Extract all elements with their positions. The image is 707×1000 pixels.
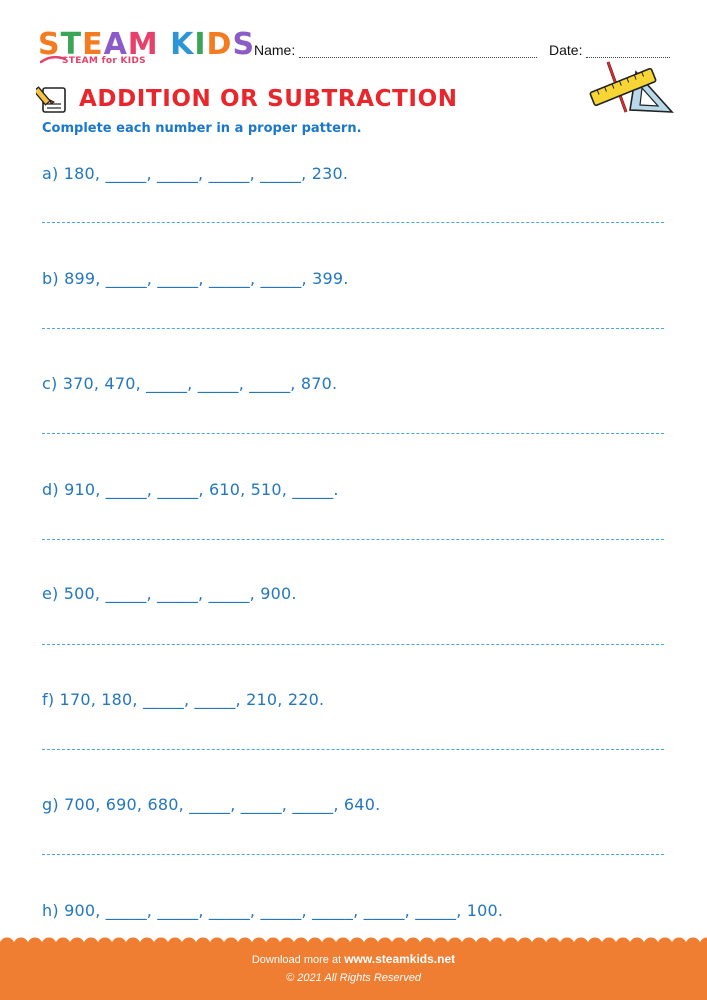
question-f: f) 170, 180, _____, _____, 210, 220. <box>42 690 325 709</box>
question-c: c) 370, 470, _____, _____, _____, 870. <box>42 374 338 393</box>
logo-letter <box>159 27 170 62</box>
logo-letter: E <box>82 27 104 62</box>
name-field[interactable] <box>254 42 537 58</box>
logo-letter: S <box>38 27 61 62</box>
worksheet-title: ADDITION OR SUBTRACTION <box>79 86 458 112</box>
answer-divider <box>42 644 664 645</box>
name-label: Name: <box>254 42 296 58</box>
logo-tagline: STEAM for KIDS <box>62 56 146 66</box>
logo-letter: T <box>60 27 83 62</box>
footer-download <box>0 952 707 966</box>
logo-letter: A <box>103 27 128 62</box>
date-line[interactable] <box>586 45 670 58</box>
answer-divider <box>42 539 664 540</box>
logo-letter: S <box>232 27 256 62</box>
date-label: Date: <box>549 42 583 58</box>
answer-divider <box>42 222 664 223</box>
logo-letter: M <box>127 27 159 62</box>
footer-download-label: Download more at <box>251 954 342 966</box>
footer-url-link[interactable]: www.steamkids.net <box>344 952 456 966</box>
instruction-text: Complete each number in a proper pattern. <box>42 121 362 136</box>
question-e: e) 500, _____, _____, _____, 900. <box>42 584 297 603</box>
answer-divider <box>42 433 664 434</box>
question-d: d) 910, _____, _____, 610, 510, _____. <box>42 480 339 499</box>
answer-divider <box>42 854 664 855</box>
question-a: a) 180, _____, _____, _____, _____, 230. <box>42 164 349 183</box>
ruler-triangle-icon <box>586 60 674 118</box>
name-line[interactable] <box>299 45 537 58</box>
answer-divider <box>42 328 664 329</box>
logo-letter: D <box>206 27 233 62</box>
pencil-paper-icon <box>36 82 70 116</box>
logo-letter: I <box>194 27 207 62</box>
answer-divider <box>42 749 664 750</box>
date-field[interactable] <box>549 42 670 58</box>
question-b: b) 899, _____, _____, _____, _____, 399. <box>42 269 349 288</box>
steam-kids-logo <box>38 27 256 70</box>
footer-copyright: © 2021 All Rights Reserved <box>286 972 421 984</box>
logo-letter: K <box>170 27 195 62</box>
question-g: g) 700, 690, 680, _____, _____, _____, 640. <box>42 795 381 814</box>
question-h: h) 900, _____, _____, _____, _____, _____, _____, _____, 100. <box>42 901 504 920</box>
